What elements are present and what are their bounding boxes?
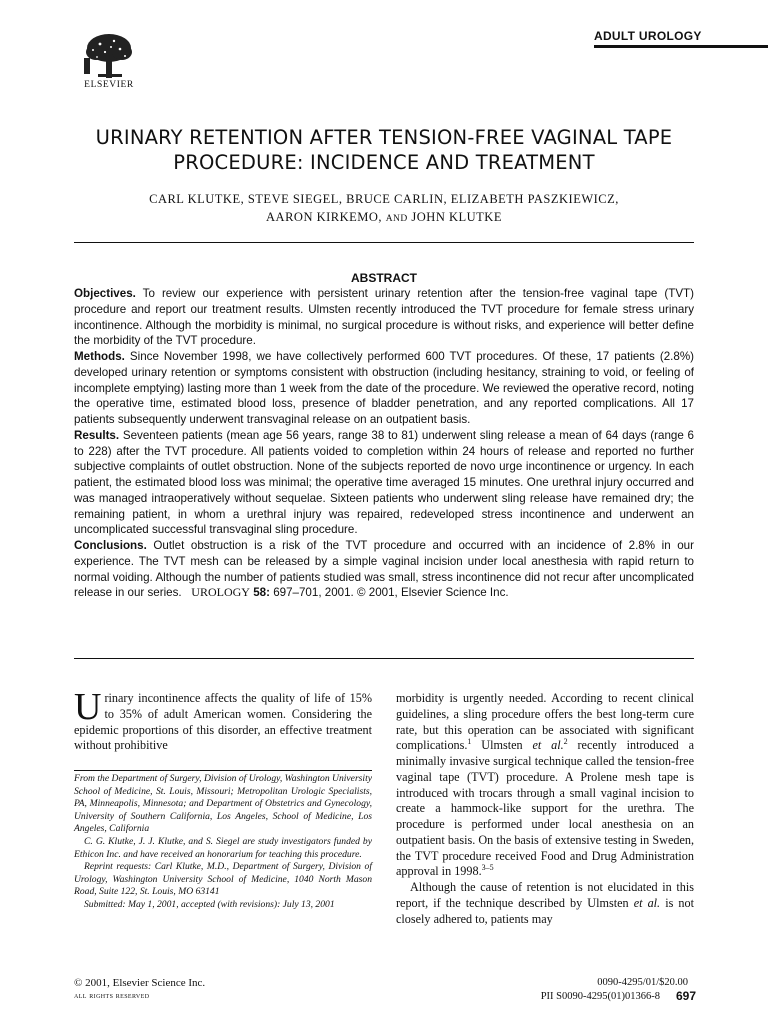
abstract-top-rule [74, 242, 694, 243]
abstract-heading: ABSTRACT [351, 271, 417, 285]
footnote-rule [74, 770, 372, 771]
results-text: Seventeen patients (mean age 56 years, range 38 to 81) underwent sling release a mean of 64 days (range 6 to 228) after the TVT procedure. All patients voided to completion within 24 hours of release and reported no further subjective complaints of outlet obstruction. None of the subjects reported de novo urge incontinence or urgency. In each patient, the estimated blood loss was minimal; the operative time averaged 15 minutes. One urethral injury occurred and was managed intraoperatively without sequelae. Sixteen patients who underwent sling release have remained dry; the remaining patient, in whom a urethral injury was repaired, redeveloped stress incontinence and underwent an uncomplicated successful transvaginal sling procedure. [74, 428, 694, 537]
paragraph-text: Ulmsten [471, 738, 533, 753]
citation-journal: UROLOGY [191, 585, 250, 600]
footnote-affiliation: From the Department of Surgery, Division of Urology, Washington University School of Medicine, St. Louis, Missouri; Metropolitan Urologic Specialists, PA, Minneapolis, Minnesota; and Department of Obstetrics and Gynecology, University of Southern California, Los Angeles, School of Medicine, Los Angeles, California [74, 773, 372, 835]
section-rule [594, 45, 768, 48]
abstract-results [74, 428, 694, 538]
drop-cap: U [74, 686, 102, 728]
article-title [40, 125, 728, 175]
footnotes [74, 773, 372, 912]
methods-text: Since November 1998, we have collectively performed 600 TVT procedures. Of these, 17 patients (2.8%) developed urinary retention or symptoms consistent with obstruction (including hesitancy, straining to void, or feeling of incomplete emptying) lasting more than 1 week from the date of the procedure. We reviewed the operative record, noting the operative time, estimated blood loss, presence of bladder penetration, and any reported complications. All 17 patients subsequently underwent transvaginal release on an outpatient basis. [74, 350, 694, 426]
results-label: Results. [74, 428, 120, 442]
abstract-methods [74, 349, 694, 428]
et-al: et al. [633, 895, 661, 910]
footnote-reprint: Reprint requests: Carl Klutke, M.D., Department of Surgery, Division of Urology, Washington University School of Medicine, 1040 North Mason Road, Suite 122, St. Louis, MO 63141 [74, 861, 372, 898]
right-paragraph-1 [396, 691, 694, 880]
conclusions-label: Conclusions. [74, 539, 147, 552]
authors-line-1: CARL KLUTKE, STEVE SIEGEL, BRUCE CARLIN, ELIZABETH PASZKIEWICZ, [149, 192, 619, 206]
objectives-text: To review our experience with persistent urinary retention after the tension-free vaginal tape (TVT) procedure and report our treatment results. Ulmsten recently introduced the TVT procedure for female stress urinary incontinence. Although the morbidity is minimal, no surgical procedure is without risks, and experience will better define the morbidity of the TVT procedure. [74, 287, 694, 348]
footnote-submitted: Submitted: May 1, 2001, accepted (with revisions): July 13, 2001 [84, 898, 335, 910]
citation-rest: 697–701, 2001. © 2001, Elsevier Science Inc. [269, 586, 509, 600]
publisher-name: ELSEVIER [84, 80, 134, 90]
abstract-bottom-rule [74, 658, 694, 659]
reference-superscript: 1 [467, 737, 472, 747]
reference-superscript: 2 [563, 737, 568, 747]
methods-label: Methods. [74, 350, 125, 363]
footnote-disclosure: C. G. Klutke, J. J. Klutke, and S. Siegel are study investigators funded by Ethicon Inc. and have received an honorarium for teaching this procedure. [74, 835, 372, 860]
reference-superscript: 3–5 [481, 863, 494, 873]
abstract-body [74, 286, 694, 601]
right-column [396, 691, 694, 927]
footer-copyright: © 2001, Elsevier Science Inc. [74, 977, 206, 989]
paragraph-text: is not closely adhered to, patients may [396, 895, 694, 926]
footer-rights: all rights reserved [74, 991, 150, 1000]
abstract-objectives [74, 286, 694, 349]
author-list [60, 190, 708, 228]
section-label: ADULT UROLOGY [594, 29, 702, 43]
abstract-conclusions [74, 538, 694, 601]
conclusions-text: Outlet obstruction is a risk of the TVT procedure and occurred with an incidence of 2.8% in our experience. The TVT mesh can be released by a simple vaginal incision under local anesthesia with rapid return to normal voiding. Although the number of patients studied was small, stress incontinence did not recur after uncomplicated release in our series. [74, 539, 694, 600]
author-last: JOHN KLUTKE [411, 210, 502, 224]
et-al: et al. [532, 738, 564, 753]
citation-volume: 58: [253, 586, 270, 600]
paragraph-text: recently introduced a minimally invasive surgical technique called the tension-free vaginal tape (TVT) procedure. A Prolene mesh tape is introduced with trocars through a small vaginal incision to create a hammock-like support for the urethra. The procedure is performed under local anesthesia on an outpatient basis. On the basis of extensive testing in Sweden, the TVT procedure received Food and Drug Administration approval in 1998. [396, 738, 694, 879]
authors-line-2 [60, 208, 708, 228]
paragraph-text: Although the cause of retention is not elucidated in this report, if the technique described by Ulmsten [396, 880, 694, 910]
intro-paragraph [74, 686, 372, 754]
objectives-label: Objectives. [74, 287, 136, 300]
author-conjunction: AND [385, 214, 408, 224]
title-line-1: URINARY RETENTION AFTER TENSION-FREE VAGINAL TAPE [95, 126, 673, 149]
page-number: 697 [675, 989, 696, 1003]
footer-pii: PII S0090-4295(01)01366-8 [540, 991, 660, 1002]
right-paragraph-2 [396, 880, 694, 927]
left-column [74, 686, 372, 754]
intro-text: rinary incontinence affects the quality of life of 15% to 35% of adult American women. Considering the epidemic proportions of this disorder, an effective treatment without prohibitive [74, 691, 372, 753]
title-line-2: PROCEDURE: INCIDENCE AND TREATMENT [173, 151, 595, 174]
author-names: AARON KIRKEMO, [266, 210, 383, 224]
footer-issn-code: 0090-4295/01/$20.00 [597, 977, 688, 988]
paragraph-text: morbidity is urgently needed. According to recent clinical guidelines, a sling procedure offers the best long-term cure rate, but this operation can be associated with significant complications. [396, 691, 694, 753]
